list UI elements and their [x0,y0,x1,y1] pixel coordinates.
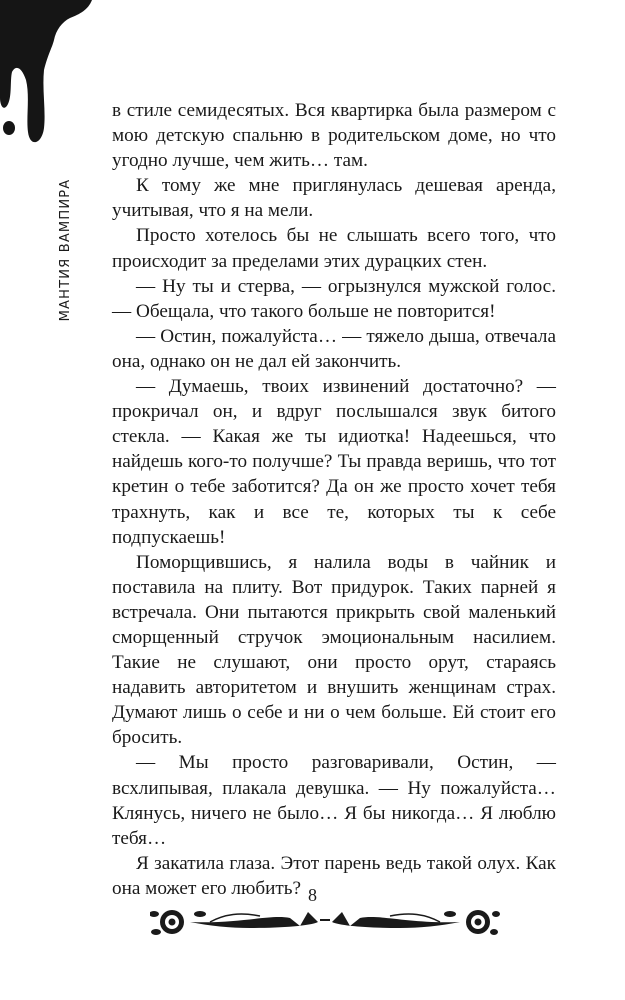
paragraph: — Ну ты и стерва, — огрызнулся мужской голос. — Обещала, что такого больше не повторится! [112,275,556,322]
paragraph: К тому же мне приглянулась дешевая аренда, учитывая, что я на мели. [112,175,556,222]
paragraph: — Думаешь, твоих извинений достаточно? — прокричал он, и вдруг послышался звук битого стекла. — Какая же ты идиотка! Надеешься, что найдешь кого-то получше? Ты правда веришь, что тот кретин о тебе заботится? Да он же просто хочет тебя трахнуть, как и все те, которых ты к себе подпускаешь! [112,376,556,548]
page-number: 8 [308,885,317,905]
ink-drip-decoration [0,0,95,160]
running-head: МАНТИЯ ВАМПИРА [58,178,73,322]
rose-vine-ornament [150,900,500,942]
paragraph: Просто хотелось бы не слышать всего того, что происходит за пределами этих дурацких стен. [112,225,556,272]
paragraph: — Мы просто разговаривали, Остин, — всхлипывая, плакала девушка. — Ну пожалуйста… Клянусь, ничего не было… Я бы никогда… Я люблю тебя… [112,752,556,849]
paragraph: — Остин, пожалуйста… — тяжело дыша, отвечала она, однако он не дал ей закончить. [112,325,556,372]
paragraph: в стиле семидесятых. Вся квартирка была размером с мою детскую спальню в родительском доме, но что угодно лучше, чем жить… там. [112,100,556,172]
paragraph: Поморщившись, я налила воды в чайник и поставила на плиту. Вот придурок. Таких парней я встречала. Они пытаются прикрыть свой маленький сморщенный стручок эмоциональным насилием. Такие не слушают, они просто орут, стараясь надавить авторитетом и внушить женщинам страх. Думают лишь о себе и ни о чем больше. Ей стоит его бросить. [112,551,556,749]
paragraph: Я закатила глаза. Этот парень ведь такой олух. Как она может его любить? [112,852,556,899]
body-text [112,98,556,901]
